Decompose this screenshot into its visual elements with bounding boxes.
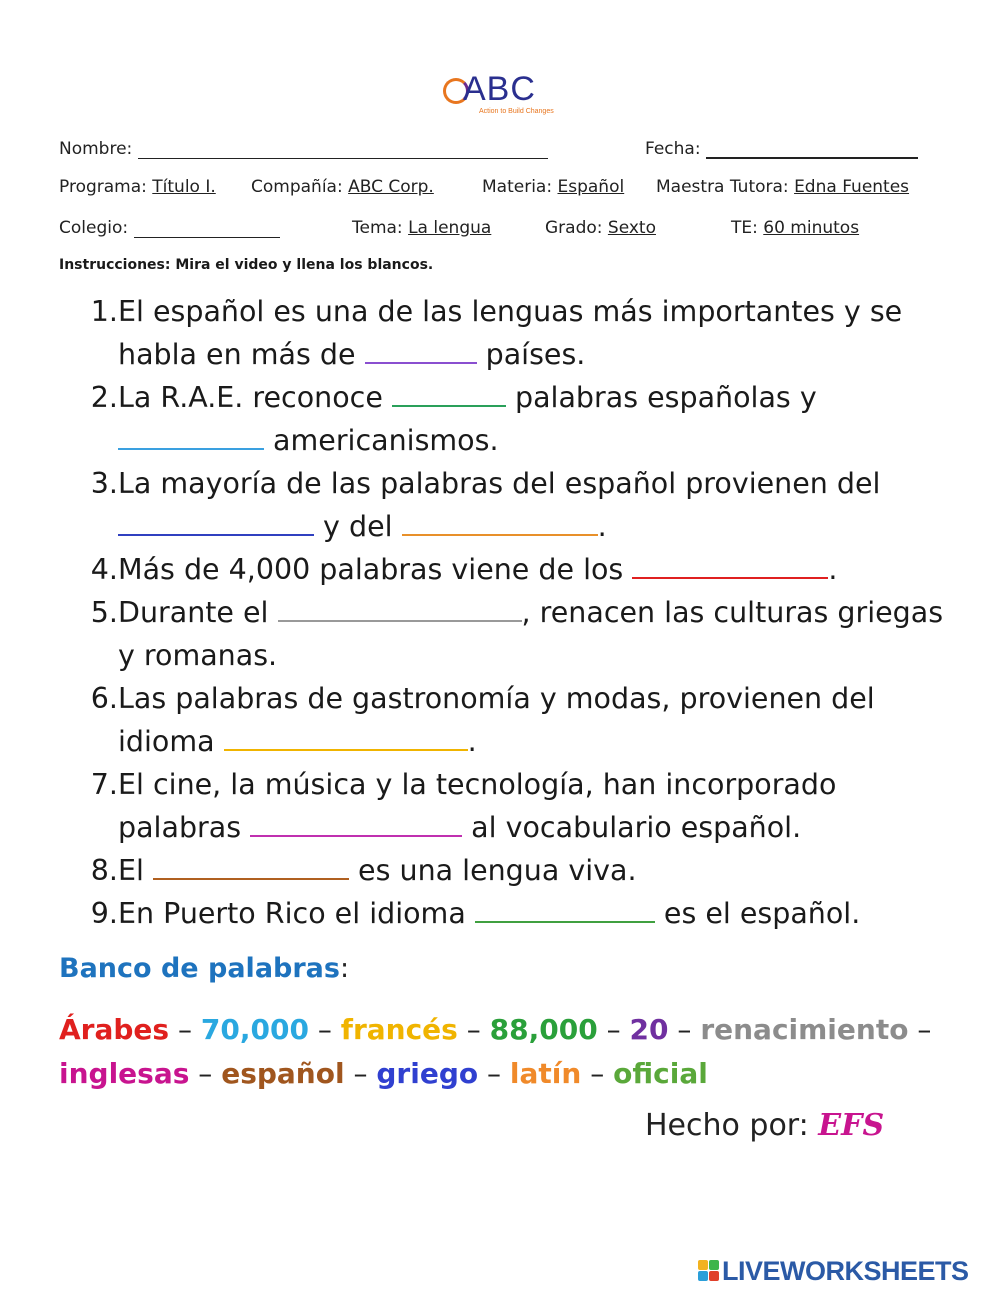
question-item bbox=[82, 548, 962, 591]
colegio-field[interactable] bbox=[134, 237, 280, 238]
question-item bbox=[82, 591, 962, 677]
nombre-field[interactable] bbox=[138, 158, 548, 159]
question-text: En Puerto Rico el idioma es el español. bbox=[118, 897, 861, 930]
word-bank-title bbox=[59, 953, 349, 984]
question-number: 5. bbox=[90, 596, 118, 629]
question-text: El español es una de las lenguas más importantes y se habla en más de países. bbox=[118, 295, 903, 371]
answer-blank[interactable] bbox=[392, 383, 506, 407]
logo-tagline: Action to Build Changes bbox=[479, 108, 554, 115]
question-item bbox=[82, 892, 962, 935]
programa-value: Título I. bbox=[152, 177, 216, 197]
word-bank-word: latín bbox=[509, 1057, 582, 1090]
answer-blank[interactable] bbox=[250, 813, 462, 837]
word-bank-separator: – bbox=[668, 1013, 701, 1046]
abc-logo bbox=[443, 70, 567, 120]
answer-blank[interactable] bbox=[475, 899, 655, 923]
word-bank-word: francés bbox=[340, 1013, 458, 1046]
fecha-row bbox=[645, 139, 918, 159]
question-text: El es una lengua viva. bbox=[118, 854, 637, 887]
word-bank-separator: – bbox=[344, 1057, 377, 1090]
maestra-label: Maestra Tutora: bbox=[656, 177, 789, 197]
liveworksheets-icon bbox=[698, 1260, 720, 1284]
compania-value: ABC Corp. bbox=[348, 177, 434, 197]
answer-blank[interactable] bbox=[278, 598, 522, 622]
grado-label: Grado: bbox=[545, 218, 603, 238]
question-item bbox=[82, 763, 962, 849]
question-item bbox=[82, 849, 962, 892]
question-number: 8. bbox=[90, 854, 118, 887]
question-number: 6. bbox=[90, 682, 118, 715]
tema-field bbox=[352, 218, 491, 238]
word-bank-separator: – bbox=[189, 1057, 222, 1090]
liveworksheets-logo[interactable] bbox=[698, 1256, 994, 1286]
word-bank-separator: – bbox=[581, 1057, 614, 1090]
programa-label: Programa: bbox=[59, 177, 147, 197]
word-bank-word: 70,000 bbox=[200, 1013, 309, 1046]
word-bank-word: español bbox=[221, 1057, 345, 1090]
word-bank-separator: – bbox=[308, 1013, 341, 1046]
question-number: 2. bbox=[90, 381, 118, 414]
question-item bbox=[82, 677, 962, 763]
tema-value: La lengua bbox=[408, 218, 492, 238]
answer-blank[interactable] bbox=[224, 727, 468, 751]
maestra-field bbox=[656, 177, 909, 197]
compania-field bbox=[251, 177, 434, 197]
materia-value: Español bbox=[557, 177, 625, 197]
question-text: La mayoría de las palabras del español provienen del y del . bbox=[118, 467, 881, 543]
liveworksheets-wordmark: LIVEWORKSHEETS bbox=[722, 1256, 969, 1286]
question-text: La R.A.E. reconoce palabras españolas y americanismos. bbox=[118, 381, 817, 457]
question-item bbox=[82, 290, 962, 376]
word-bank-separator: – bbox=[457, 1013, 490, 1046]
colegio-label: Colegio: bbox=[59, 218, 129, 238]
answer-blank[interactable] bbox=[365, 340, 477, 364]
question-text: Más de 4,000 palabras viene de los . bbox=[118, 553, 838, 586]
materia-field bbox=[482, 177, 624, 197]
question-item bbox=[82, 376, 962, 462]
materia-label: Materia: bbox=[482, 177, 553, 197]
question-number: 1. bbox=[90, 295, 118, 328]
grado-value: Sexto bbox=[607, 218, 656, 238]
word-bank-word: inglesas bbox=[59, 1057, 190, 1090]
word-bank-separator: – bbox=[908, 1013, 932, 1046]
question-item bbox=[82, 462, 962, 548]
answer-blank[interactable] bbox=[118, 426, 264, 450]
word-bank bbox=[59, 1008, 959, 1096]
signature: EFS bbox=[818, 1108, 885, 1143]
compania-label: Compañía: bbox=[251, 177, 343, 197]
word-bank-separator: – bbox=[169, 1013, 201, 1046]
question-number: 4. bbox=[90, 553, 118, 586]
colegio-row bbox=[59, 218, 280, 238]
word-bank-word: Árabes bbox=[59, 1013, 170, 1046]
word-bank-separator: – bbox=[597, 1013, 630, 1046]
logo-text: ABC bbox=[463, 70, 536, 108]
te-field bbox=[731, 218, 859, 238]
word-bank-word: griego bbox=[376, 1057, 479, 1090]
word-bank-title-text: Banco de palabras bbox=[59, 953, 340, 984]
question-text: El cine, la música y la tecnología, han incorporado palabras al vocabulario español. bbox=[118, 768, 837, 844]
word-bank-separator: – bbox=[478, 1057, 510, 1090]
answer-blank[interactable] bbox=[153, 856, 349, 880]
answer-blank[interactable] bbox=[402, 512, 598, 536]
made-by bbox=[645, 1108, 884, 1143]
question-number: 7. bbox=[90, 768, 118, 801]
nombre-label: Nombre: bbox=[59, 139, 133, 159]
nombre-row bbox=[59, 139, 548, 159]
programa-field bbox=[59, 177, 216, 197]
maestra-value: Edna Fuentes bbox=[794, 177, 910, 197]
tema-label: Tema: bbox=[352, 218, 403, 238]
question-text: Durante el , renacen las culturas griegas y romanas. bbox=[118, 596, 944, 672]
answer-blank[interactable] bbox=[632, 555, 828, 579]
fecha-label: Fecha: bbox=[645, 139, 701, 159]
te-label: TE: bbox=[731, 218, 758, 238]
word-bank-word: renacimiento bbox=[700, 1013, 909, 1046]
question-number: 3. bbox=[90, 467, 118, 500]
question-text: Las palabras de gastronomía y modas, provienen del idioma . bbox=[118, 682, 875, 758]
answer-blank[interactable] bbox=[118, 512, 314, 536]
word-bank-word: 88,000 bbox=[489, 1013, 598, 1046]
te-value: 60 minutos bbox=[763, 218, 860, 238]
question-list bbox=[82, 290, 962, 935]
word-bank-colon: : bbox=[339, 953, 350, 984]
grado-field bbox=[545, 218, 656, 238]
made-by-label: Hecho por: bbox=[645, 1108, 809, 1143]
word-bank-word: oficial bbox=[613, 1057, 708, 1090]
question-number: 9. bbox=[90, 897, 118, 930]
word-bank-word: 20 bbox=[629, 1013, 669, 1046]
fecha-field[interactable] bbox=[706, 157, 918, 159]
instructions: Instrucciones: Mira el video y llena los blancos. bbox=[59, 257, 434, 273]
